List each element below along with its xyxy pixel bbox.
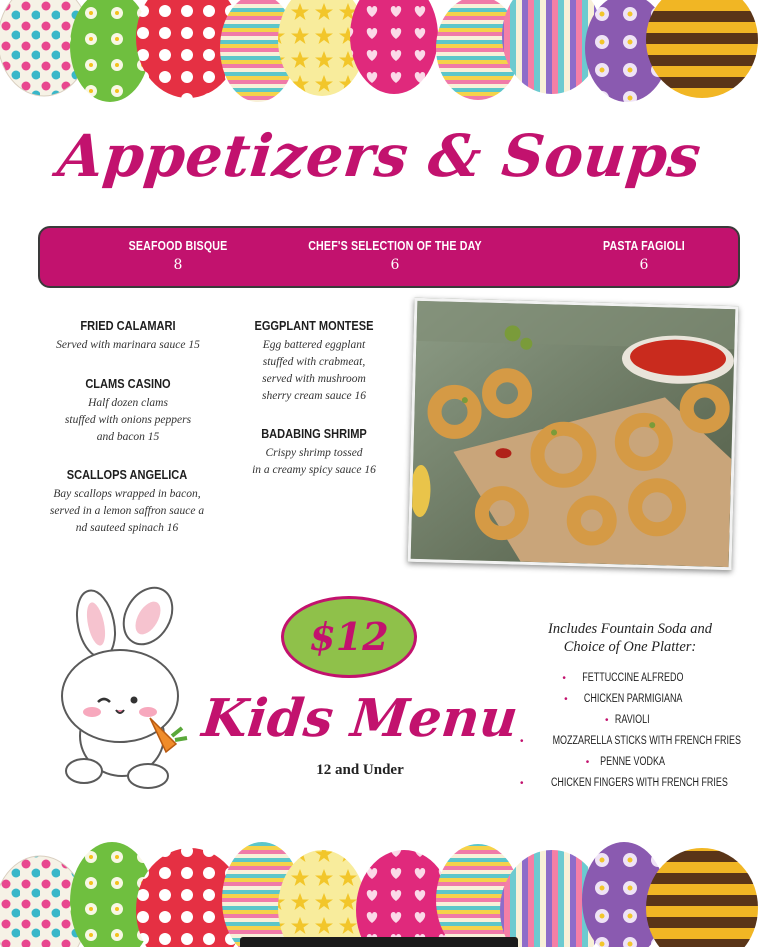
item-description: Egg battered eggplant stuffed with crabmeat, served with mushroom sherry cream sauce 16 [261,339,366,402]
kids-price: $12 [309,614,389,659]
kids-menu-title: Kids Menu [199,688,521,749]
kids-price-badge [281,596,417,678]
soup-bar [38,226,740,288]
item-description: Bay scallops wrapped in bacon, served in a lemon saffron sauce a nd sauteed spinach 16 [49,488,205,534]
easter-egg-border-top [0,0,759,108]
item-name: BADABING SHRIMP [261,426,367,441]
platter-name: RAVIOLI [615,714,651,726]
bullet-icon: • [585,757,590,768]
list-item [520,668,740,689]
soup-name: PASTA FAGIOLI [603,238,685,253]
section-title: Appetizers & Soups [54,122,705,190]
platter-name: FETTUCCINE ALFREDO [582,672,684,684]
soup-price: 8 [173,257,183,273]
soup-name: CHEF'S SELECTION OF THE DAY [308,238,482,253]
menu-item [226,426,402,479]
bottom-bar [240,937,518,947]
list-item [520,752,740,773]
bullet-icon: • [520,736,524,747]
soup-item [68,238,288,273]
bullet-icon: • [520,778,524,789]
soup-price: 6 [390,257,400,273]
kids-age-note: 12 and Under [316,762,404,778]
easter-egg-border-bottom [0,818,759,947]
menu-item [20,467,234,537]
item-description: Crispy shrimp tossed in a creamy spicy sauce 16 [252,447,376,476]
kids-platter-list [520,668,740,794]
platter-name: MOZZARELLA STICKS WITH FRENCH FRIES [552,735,741,747]
menu-item [226,318,402,405]
menu-item [30,376,226,446]
fried-calamari-photo [408,298,739,570]
list-item [520,689,740,710]
list-item [520,773,740,794]
easter-eggs-icon [0,818,759,947]
platter-name: PENNE VODKA [600,756,666,768]
platter-name: CHICKEN FINGERS WITH FRENCH FRIES [550,777,728,789]
bullet-icon: • [604,715,609,726]
soup-item [285,238,505,273]
kids-menu-intro: Includes Fountain Soda and Choice of One Platter: [548,621,712,655]
item-name: EGGPLANT MONTESE [254,318,374,333]
bunny-illustration [48,586,198,796]
soup-item [534,238,754,273]
list-item [520,710,740,731]
bullet-icon: • [564,694,568,705]
calamari-icon [411,301,736,567]
platter-name: CHICKEN PARMIGIANA [583,693,683,705]
bullet-icon: • [562,673,566,684]
item-name: FRIED CALAMARI [80,318,176,333]
item-description: Half dozen clams stuffed with onions peppers and bacon 15 [64,397,192,443]
item-name: CLAMS CASINO [85,376,171,391]
list-item [520,731,740,752]
bunny-icon [48,586,198,796]
item-name: SCALLOPS ANGELICA [66,467,188,482]
item-description: Served with marinara sauce 15 [56,339,200,351]
menu-item [30,318,226,354]
easter-eggs-icon [0,0,759,108]
soup-price: 6 [639,257,649,273]
soup-name: SEAFOOD BISQUE [128,238,228,253]
